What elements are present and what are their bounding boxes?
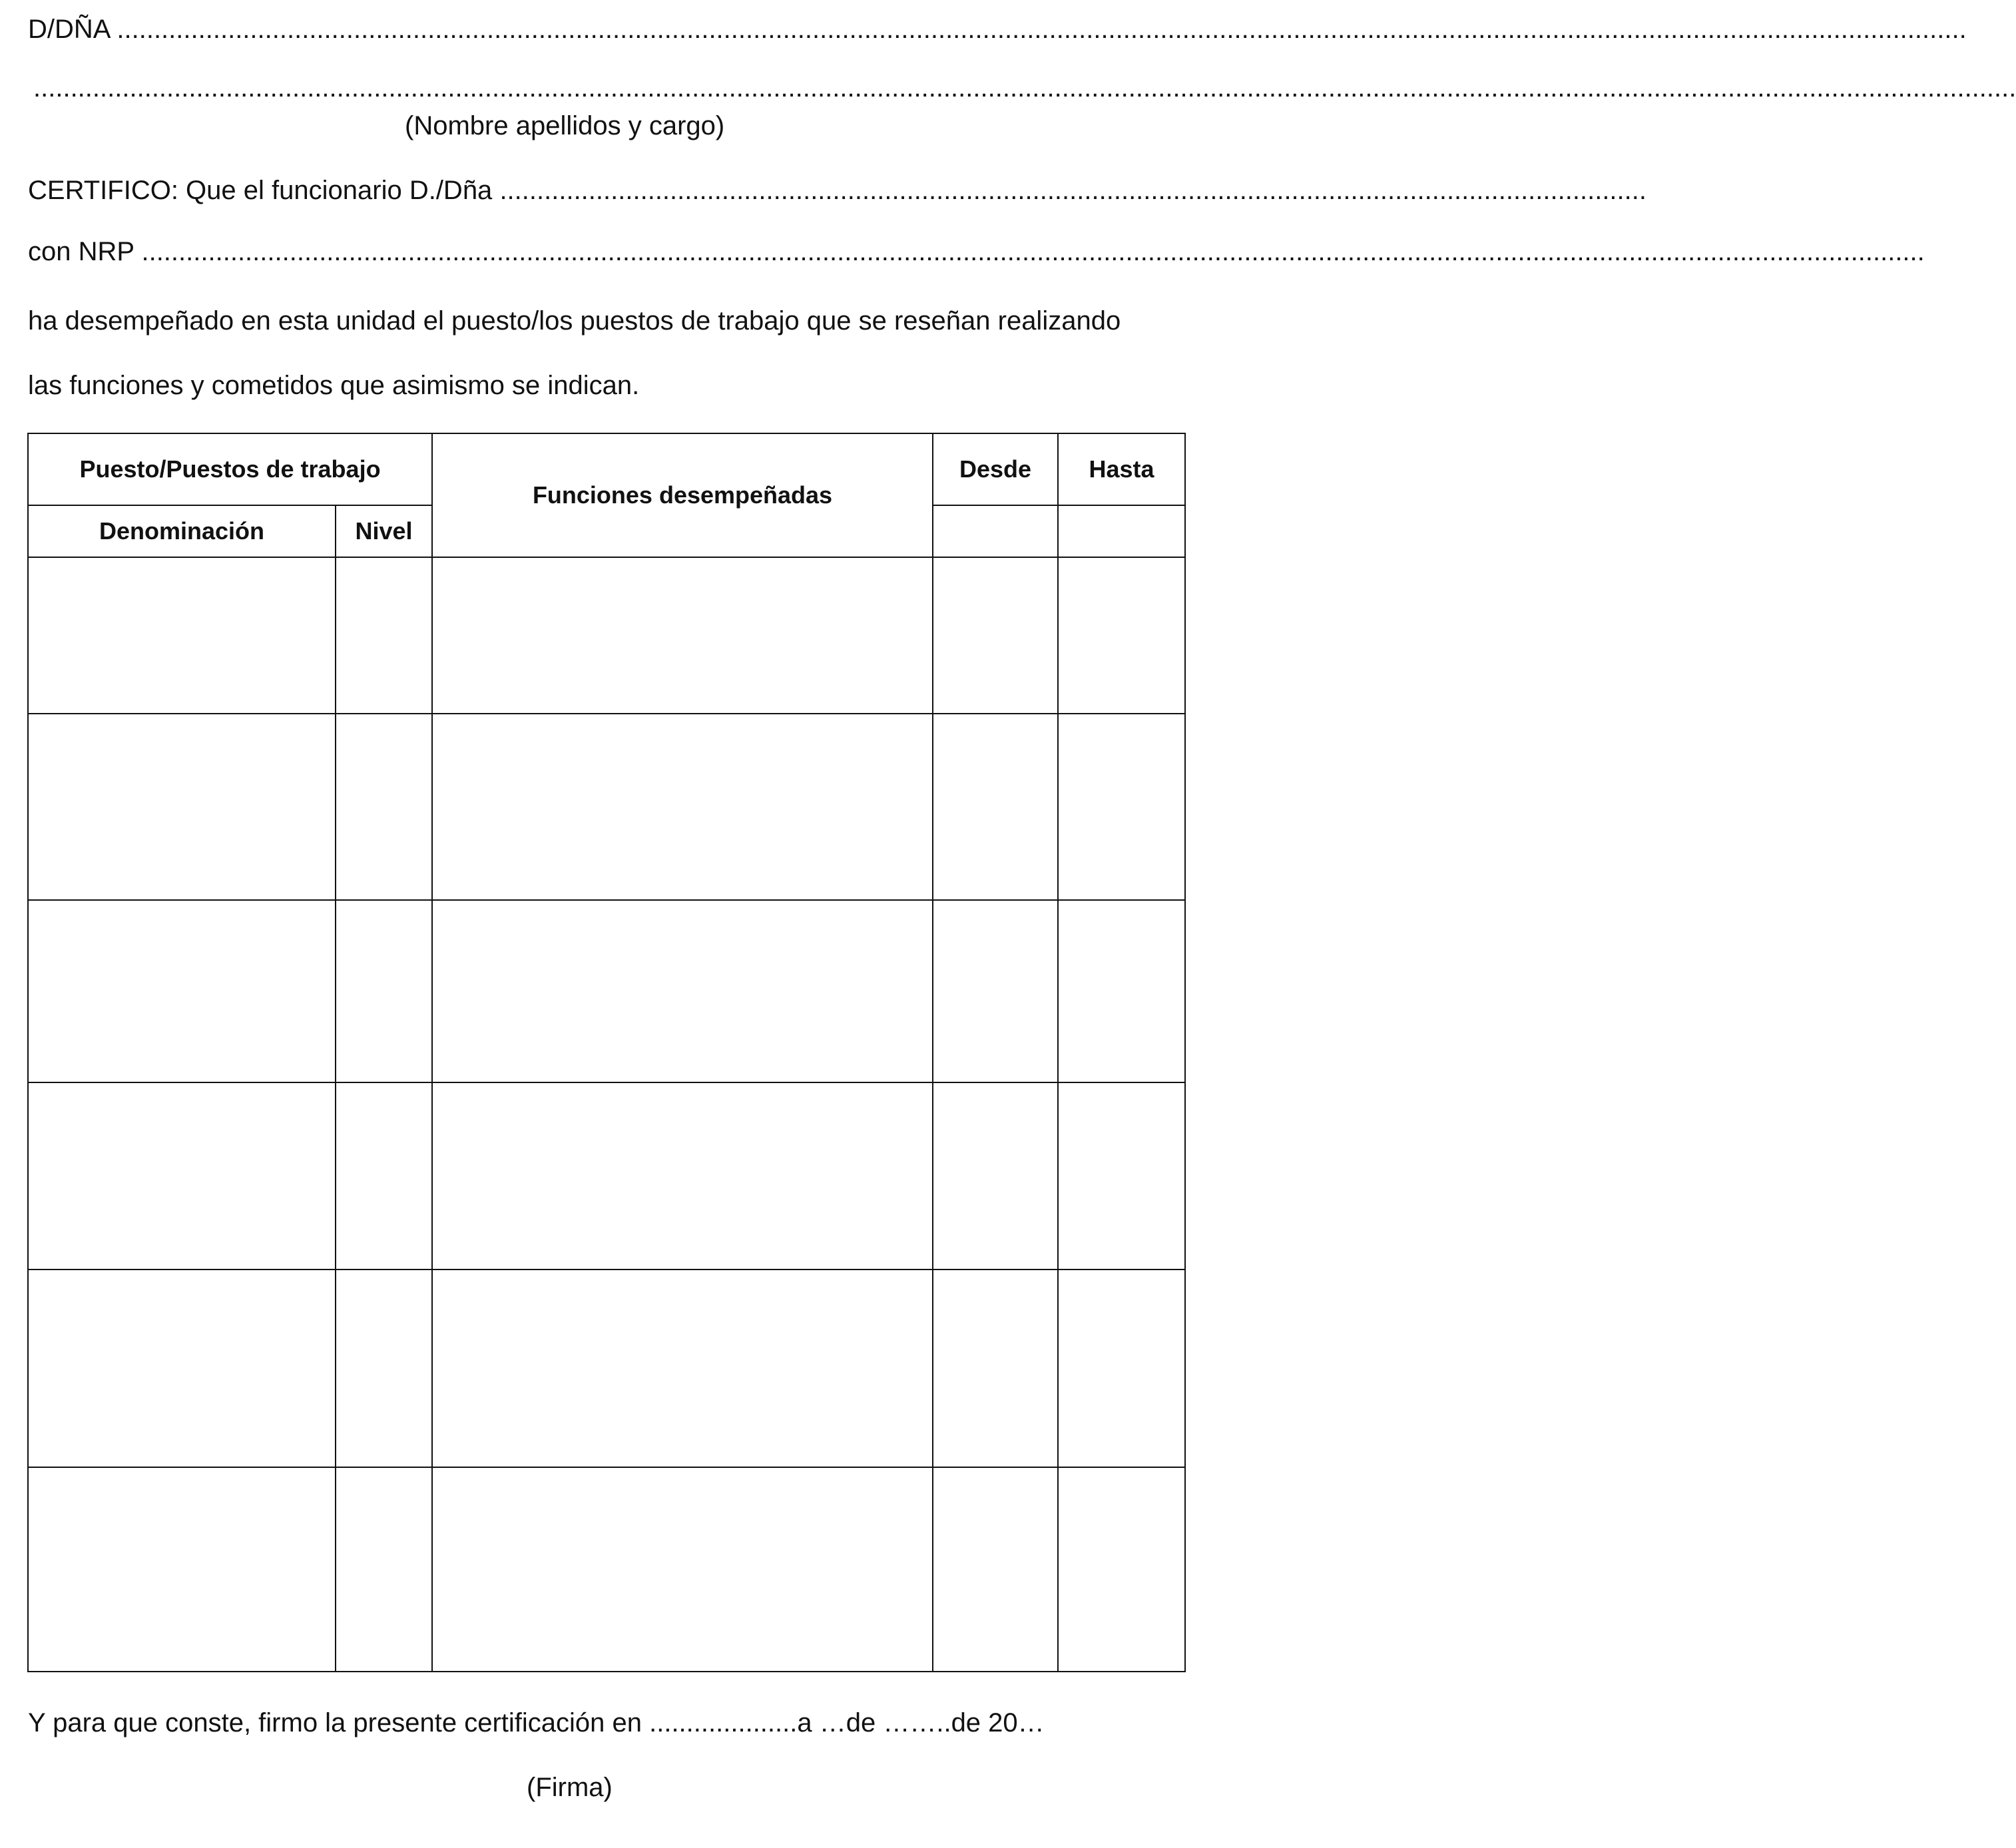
body-line-2: las funciones y cometidos que asimismo se indican. bbox=[28, 371, 640, 400]
desde-cell[interactable] bbox=[933, 1082, 1058, 1270]
name-line-2 bbox=[33, 73, 2016, 103]
table-header-row-1 bbox=[28, 433, 1185, 505]
nrp-label: con NRP bbox=[28, 237, 134, 266]
signature-caption: (Firma) bbox=[527, 1773, 613, 1802]
desde-cell[interactable] bbox=[933, 557, 1058, 714]
table-row bbox=[28, 1467, 1185, 1672]
certify-dots: ........................................................................................................................................................... bbox=[499, 176, 1646, 205]
group-header-puestos: Puesto/Puestos de trabajo bbox=[28, 433, 432, 505]
nivel-cell[interactable] bbox=[336, 1082, 432, 1270]
desde-cell[interactable] bbox=[933, 900, 1058, 1082]
desde-cell[interactable] bbox=[933, 714, 1058, 900]
table-row bbox=[28, 900, 1185, 1082]
header-desde: Desde bbox=[933, 433, 1058, 505]
denominacion-cell[interactable] bbox=[28, 714, 336, 900]
funciones-cell[interactable] bbox=[432, 1467, 933, 1672]
nrp-line bbox=[28, 237, 1925, 266]
denominacion-cell[interactable] bbox=[28, 1082, 336, 1270]
funciones-cell[interactable] bbox=[432, 1082, 933, 1270]
name-line bbox=[28, 15, 1967, 44]
name-label: D/DÑA bbox=[28, 15, 110, 44]
header-funciones: Funciones desempeñadas bbox=[432, 433, 933, 557]
nivel-cell[interactable] bbox=[336, 714, 432, 900]
name-caption: (Nombre apellidos y cargo) bbox=[405, 111, 725, 140]
funciones-cell[interactable] bbox=[432, 714, 933, 900]
desde-cell[interactable] bbox=[933, 1467, 1058, 1672]
hasta-cell[interactable] bbox=[1058, 714, 1185, 900]
denominacion-cell[interactable] bbox=[28, 557, 336, 714]
desde-subheader-cell[interactable] bbox=[933, 505, 1058, 557]
positions-table bbox=[27, 433, 1186, 1672]
denominacion-cell[interactable] bbox=[28, 1270, 336, 1467]
table-row bbox=[28, 714, 1185, 900]
name-dots: .......................................................................................................................................................................................................................................................... bbox=[117, 15, 1967, 44]
hasta-subheader-cell[interactable] bbox=[1058, 505, 1185, 557]
header-hasta: Hasta bbox=[1058, 433, 1185, 505]
nivel-cell[interactable] bbox=[336, 1270, 432, 1467]
certify-line bbox=[28, 176, 1646, 205]
certify-prefix: CERTIFICO: Que el funcionario D./Dña bbox=[28, 176, 493, 205]
header-nivel: Nivel bbox=[336, 505, 432, 557]
name-dots-2: ............................................................................................................................................................................................................................................................................ bbox=[33, 73, 2016, 103]
nivel-cell[interactable] bbox=[336, 900, 432, 1082]
body-line-1: ha desempeñado en esta unidad el puesto/los puestos de trabajo que se reseñan realizando bbox=[28, 306, 1121, 336]
hasta-cell[interactable] bbox=[1058, 900, 1185, 1082]
funciones-cell[interactable] bbox=[432, 1270, 933, 1467]
table-row bbox=[28, 1082, 1185, 1270]
nivel-cell[interactable] bbox=[336, 557, 432, 714]
hasta-cell[interactable] bbox=[1058, 1467, 1185, 1672]
hasta-cell[interactable] bbox=[1058, 1082, 1185, 1270]
header-denominacion: Denominación bbox=[28, 505, 336, 557]
nrp-dots: ................................................................................................................................................................................................................................................. bbox=[141, 237, 1925, 266]
table-row bbox=[28, 557, 1185, 714]
nivel-cell[interactable] bbox=[336, 1467, 432, 1672]
table-row bbox=[28, 1270, 1185, 1467]
denominacion-cell[interactable] bbox=[28, 900, 336, 1082]
funciones-cell[interactable] bbox=[432, 900, 933, 1082]
closing-line: Y para que conste, firmo la presente certificación en ....................a …de ……..de 20… bbox=[28, 1708, 1045, 1737]
hasta-cell[interactable] bbox=[1058, 1270, 1185, 1467]
desde-cell[interactable] bbox=[933, 1270, 1058, 1467]
funciones-cell[interactable] bbox=[432, 557, 933, 714]
hasta-cell[interactable] bbox=[1058, 557, 1185, 714]
denominacion-cell[interactable] bbox=[28, 1467, 336, 1672]
